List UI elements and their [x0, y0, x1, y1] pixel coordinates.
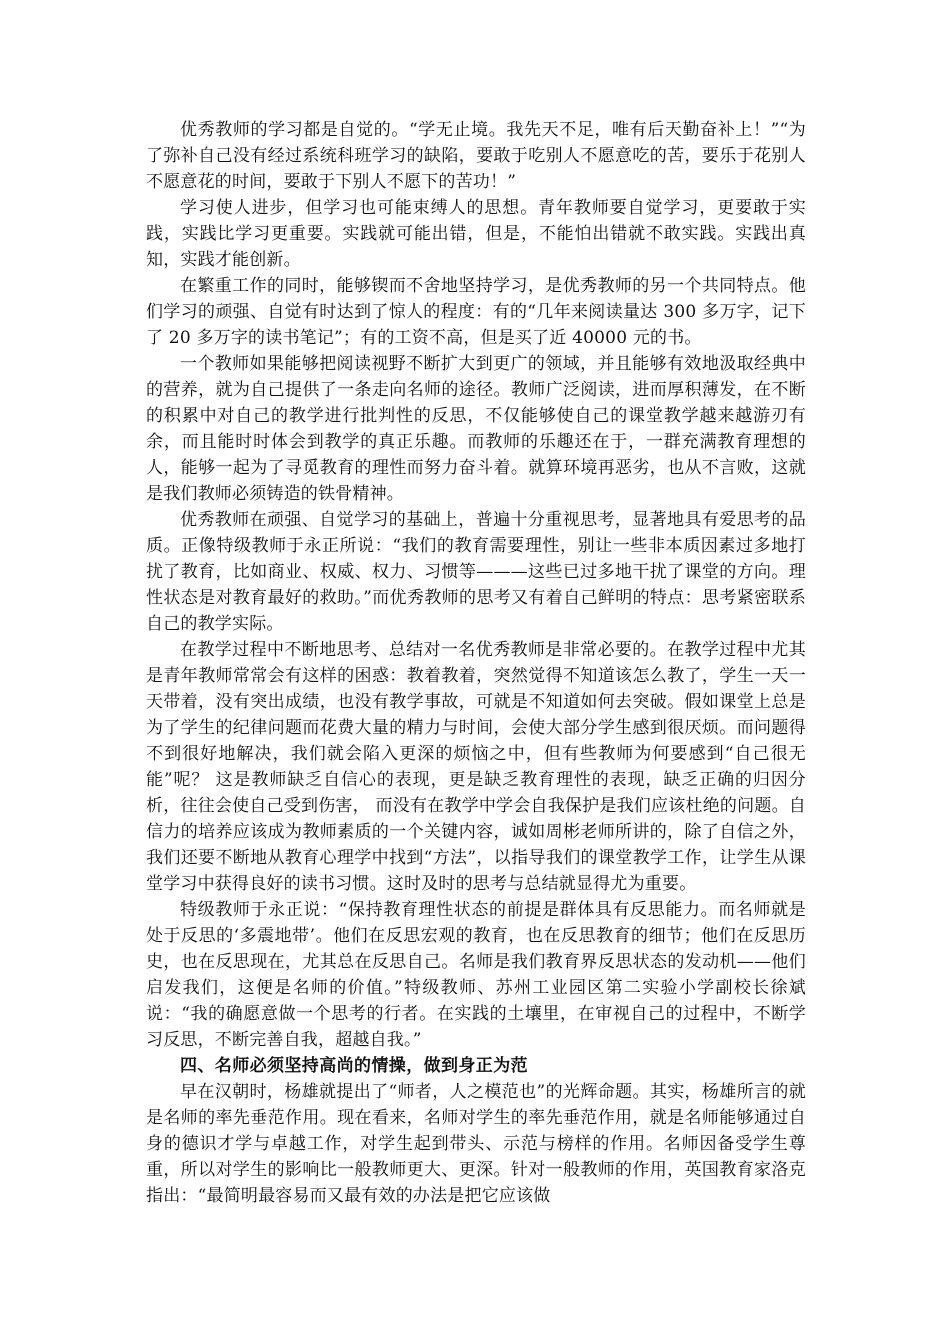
- paragraph-wide-reading: 一个教师如果能够把阅读视野不断扩大到更广的领域，并且能够有效地汲取经典中的营养，就为自己提供了一条走向名师的途径。教师广泛阅读，进而厚积薄发，在不断的积累中对自己的教学进行批判性的反思，不仅能够使自己的课堂教学越来越游刃有余，而且能时时体会到教学的真正乐趣。而教师的乐趣还在于，一群充满教育理想的人，能够一起为了寻觅教育的理性而努力奋斗着。就算环境再恶劣，也从不言败，这就是我们教师必须铸造的铁骨精神。: [146, 354, 806, 504]
- paragraph-self-study: 优秀教师的学习都是自觉的。“学无止境。我先天不足，唯有后天勤奋补上！”“为了弥补自己没有经过系统科班学习的缺陷，要敢于吃别人不愿意吃的苦，要乐于花别人不愿意花的时间，要敢于下别人不愿下的苦功！”: [146, 120, 806, 192]
- paragraph-role-model: 早在汉朝时，杨雄就提出了“师者，人之模范也”的光辉命题。其实，杨雄所言的就是名师的率先垂范作用。现在看来，名师对学生的率先垂范作用，就是名师能够通过自身的德识才学与卓越工作，对学生起到带头、示范与榜样的作用。名师因备受学生尊重，所以对学生的影响比一般教师更大、更深。针对一般教师的作用，英国教育家洛克指出：“最简明最容易而又最有效的办法是把它应该做: [146, 1082, 806, 1206]
- section-heading: 四、名师必须坚持高尚的情操，做到身正为范: [180, 1056, 528, 1076]
- paragraph-reflection-in-teaching: 在教学过程中不断地思考、总结对一名优秀教师是非常必要的。在教学过程中尤其是青年教师常常会有这样的困惑：教着教着，突然觉得不知道该怎么教了，学生一天一天带着，没有突出成绩，也没有教学事故，可就是不知道如何去突破。假如课堂上总是为了学生的纪律问题而花费大量的精力与时间，会使大部分学生感到很厌烦。而问题得不到很好地解决，我们就会陷入更深的烦恼之中，但有些教师为何要感到“自己很无能”呢？ 这是教师缺乏自信心的表现，更是缺乏教育理性的表现，缺乏正确的归因分析，往往会使自己受到伤害， 而没有在教学中学会自我保护是我们应该杜绝的问题。自信力的培养应该成为教师素质的一个关键内容，诚如周彬老师所讲的，除了自信之外，我们还要不断地从教育心理学中找到“方法”，以指导我们的课堂教学工作，让学生从课堂学习中获得良好的读书习惯。这时及时的思考与总结就显得尤为重要。: [146, 640, 806, 894]
- paragraph-thinking: 优秀教师在顽强、自觉学习的基础上，普遍十分重视思考，显著地具有爱思考的品质。正像特级教师于永正所说：“我们的教育需要理性，别让一些非本质因素过多地打扰了教育，比如商业、权威、权力、习惯等———这些已过多地干扰了课堂的方向。理性状态是对教育最好的救助。”而优秀教师的思考又有着自己鲜明的特点：思考紧密联系自己的教学实际。: [146, 510, 806, 634]
- paragraph-reflection-quotes: 特级教师于永正说：“保持教育理性状态的前提是群体具有反思能力。而名师就是处于反思的‘多震地带’。他们在反思宏观的教育，也在反思教育的细节；他们在反思历史，也在反思现在，尤其总在反思自己。名师是我们教育界反思状态的发动机——他们启发我们，这便是名师的价值。”特级教师、苏州工业园区第二实验小学副校长徐斌说：“我的确愿意做一个思考的行者。在实践的土壤里，在审视自己的过程中，不断学习反思，不断完善自我，超越自我。”: [146, 900, 806, 1050]
- paragraph-persistent-learning: 在繁重工作的同时，能够锲而不舍地坚持学习，是优秀教师的另一个共同特点。他们学习的顽强、自觉有时达到了惊人的程度：有的“几年来阅读量达 300 多万字，记下了 20 多万字的读书笔记”；有的工资不高，但是买了近 40000 元的书。: [146, 276, 806, 348]
- paragraph-practice: 学习使人进步，但学习也可能束缚人的思想。青年教师要自觉学习，更要敢于实践，实践比学习更重要。实践就可能出错，但是，不能怕出错就不敢实践。实践出真知，实践才能创新。: [146, 198, 806, 270]
- document-page: [146, 117, 806, 1209]
